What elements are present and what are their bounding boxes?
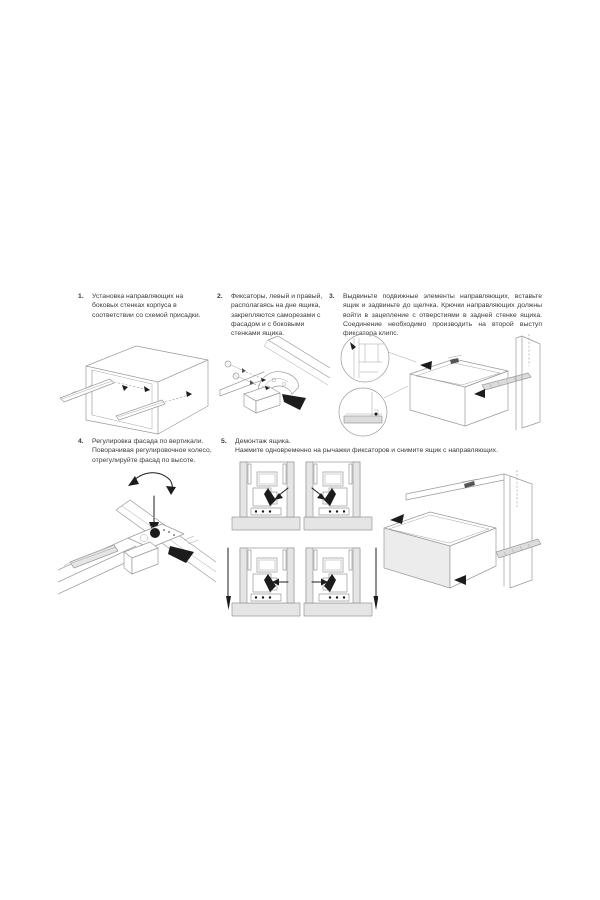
step-2-number: 2. xyxy=(217,293,223,300)
step-4-number: 4. xyxy=(78,438,84,445)
mount-arrow-icon xyxy=(144,386,150,392)
down-arrow-icon xyxy=(226,596,231,610)
drawer-slide-left xyxy=(60,379,114,402)
cabinet-side-panel xyxy=(516,334,540,430)
cabinet-with-slides-diagram xyxy=(58,334,216,436)
step-3-number: 3. xyxy=(329,293,335,300)
mount-arrow-icon xyxy=(186,391,192,397)
release-lever xyxy=(282,394,306,410)
drawer-block xyxy=(244,386,280,413)
panel-bottom-left xyxy=(240,548,294,603)
mount-arrow-icon xyxy=(122,385,128,391)
release-lever xyxy=(168,546,194,563)
hook-arrow-icon xyxy=(350,342,356,350)
step-1-text: Установка направляющих на боковых стенках корпуса в соответствии со схемой присадки. xyxy=(92,293,201,319)
pull-arrow-icon xyxy=(390,514,404,524)
height-adjustment-diagram xyxy=(58,466,216,614)
drawer-box xyxy=(410,359,508,426)
plinth xyxy=(304,517,372,530)
step-5-title: Демонтаж ящика. xyxy=(235,438,291,445)
step-3-text: Выдвиньте подвижные элементы направляющих, вставьте ящик и задвиньте до щелчка. Крючки направляющих должны войти в зацепление с отверстиями в задней стенке ящика. Соединение необходимо производить на второй выступ фиксатора клипс. xyxy=(343,293,542,338)
rotate-arrow-icon xyxy=(166,486,176,495)
slide-rail xyxy=(64,545,118,568)
drawer-removal-diagram xyxy=(376,468,544,613)
step-5-text: Нажмите одновременно на рычажки фиксаторов и снимите ящик с направляющих. xyxy=(235,447,498,455)
plinth xyxy=(232,603,300,616)
rear-hook-bracket xyxy=(448,355,462,364)
step-4-text: Регулировка фасада по вертикали. Поворачивая регулировочное колесо, отрегулируйте фасад по высоте. xyxy=(92,438,212,464)
hook-detail-circle-bottom xyxy=(339,352,416,436)
adjustment-wheel xyxy=(150,528,160,538)
push-arrow-icon xyxy=(474,389,485,398)
panel-bottom-right xyxy=(306,548,360,603)
step-2 xyxy=(217,292,329,338)
slide-rail-right xyxy=(496,539,541,558)
slide-rail-right xyxy=(482,373,531,390)
step-4 xyxy=(78,437,214,465)
drawer-insertion-diagram xyxy=(332,332,544,440)
step-5-number: 5. xyxy=(221,438,227,445)
drawer-slide-right xyxy=(116,400,165,420)
mounting-leader-lines xyxy=(114,382,192,402)
fixator-release-panels-diagram xyxy=(226,460,378,618)
fixator-clip-screws-diagram xyxy=(218,336,330,432)
fixator-assembly xyxy=(124,524,198,574)
rotation-arrow xyxy=(128,473,176,495)
hook-detail-circle-top xyxy=(341,334,389,382)
plinth xyxy=(304,603,372,616)
step-1 xyxy=(78,292,202,320)
step-2-text: Фиксаторы, левый и правый, располагаясь на дне ящика, закрепляются саморезами с фасадом и с боковыми стенками ящика. xyxy=(231,293,323,338)
plinth xyxy=(232,517,300,530)
step-1-number: 1. xyxy=(78,293,84,300)
